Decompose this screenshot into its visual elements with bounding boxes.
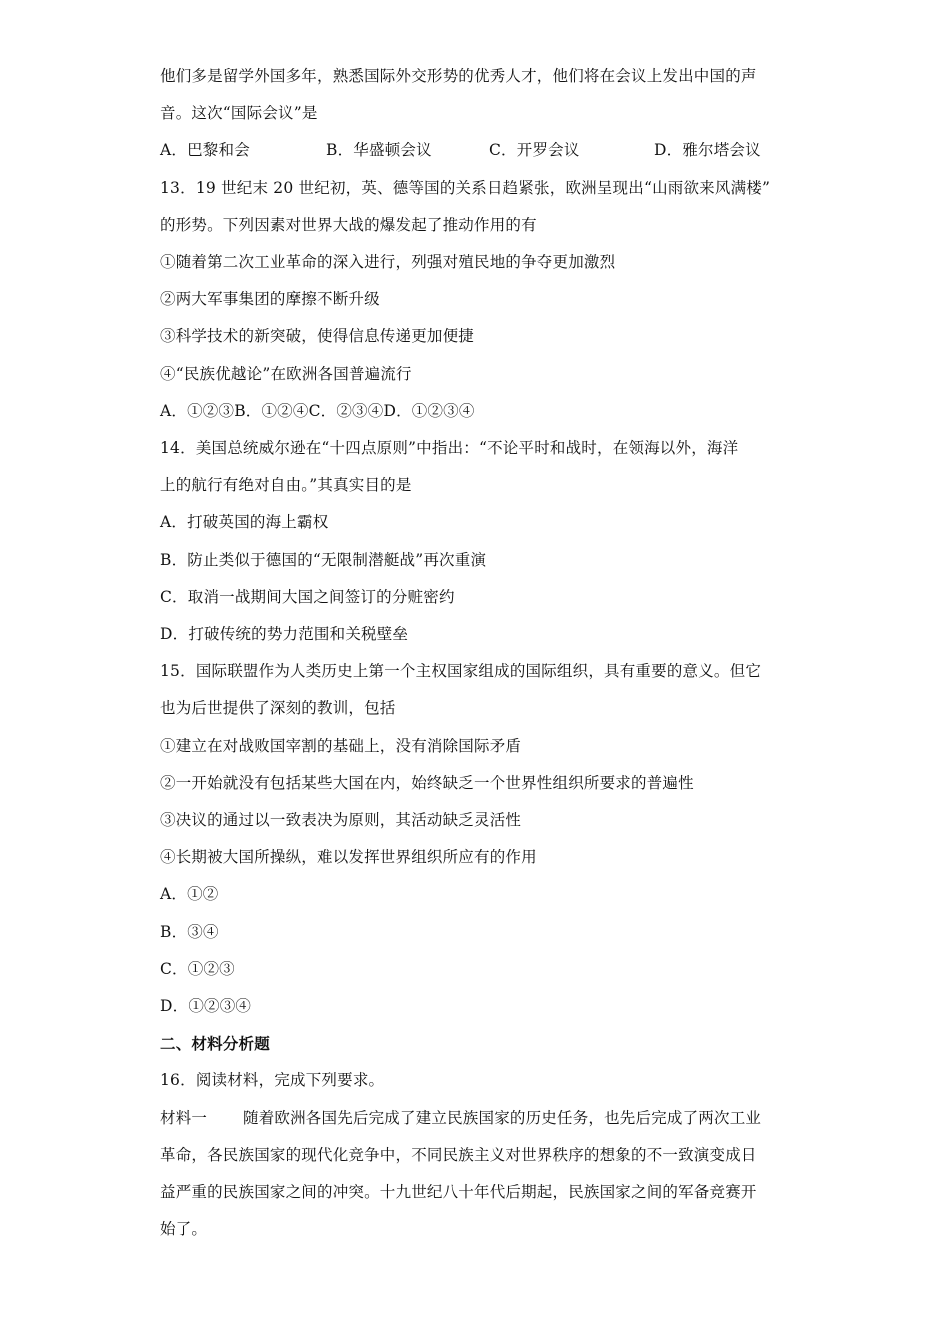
q15-stem-line: 15．国际联盟作为人类历史上第一个主权国家组成的国际组织，具有重要的意义。但它 — [160, 662, 762, 681]
q12-option-a: A．巴黎和会 — [160, 141, 250, 160]
q13-item-2: ②两大军事集团的摩擦不断升级 — [160, 290, 380, 309]
q13-item-3: ③科学技术的新突破，使得信息传递更加便捷 — [160, 327, 475, 346]
q15-item-2: ②一开始就没有包括某些大国在内，始终缺乏一个世界性组织所要求的普遍性 — [160, 773, 694, 792]
q16-material-line: 革命，各民族国家的现代化竞争中，不同民族主义对世界秩序的想象的不一致演变成日 — [160, 1145, 757, 1164]
q12-stem-line: 他们多是留学外国多年，熟悉国际外交形势的优秀人才，他们将在会议上发出中国的声 — [160, 67, 757, 85]
document-page — [160, 58, 810, 1249]
q14-option-d: D．打破传统的势力范围和关税壁垒 — [160, 625, 409, 644]
q14-option-a: A．打破英国的海上霸权 — [160, 513, 329, 532]
q16-material-line: 始了。 — [160, 1220, 208, 1239]
q16-stem: 16．阅读材料，完成下列要求。 — [160, 1071, 385, 1090]
q15-item-4: ④长期被大国所操纵，难以发挥世界组织所应有的作用 — [160, 848, 537, 867]
section-heading: 二、材料分析题 — [160, 1034, 270, 1054]
q13-options: A．①②③B．①②④C．②③④D．①②③④ — [160, 401, 475, 420]
q14-stem-line: 上的航行有绝对自由。”其真实目的是 — [160, 476, 412, 495]
q15-option-d: D．①②③④ — [160, 997, 252, 1016]
q12-options — [160, 132, 810, 169]
q12-option-d: D．雅尔塔会议 — [654, 141, 761, 160]
q14-stem-line: 14．美国总统威尔逊在“十四点原则”中指出：“不论平时和战时，在领海以外，海洋 — [160, 439, 739, 458]
material-text: 随着欧洲各国先后完成了建立民族国家的历史任务，也先后完成了两次工业 — [243, 1108, 762, 1127]
q15-item-1: ①建立在对战败国宰割的基础上，没有消除国际矛盾 — [160, 736, 522, 755]
q16-material-line: 益严重的民族国家之间的冲突。十九世纪八十年代后期起，民族国家之间的军备竞赛开 — [160, 1183, 757, 1202]
q14-option-c: C．取消一战期间大国之间签订的分赃密约 — [160, 587, 455, 606]
q16-material-line — [160, 1100, 810, 1137]
q13-stem-line: 的形势。下列因素对世界大战的爆发起了推动作用的有 — [160, 215, 537, 234]
q15-option-a: A．①② — [160, 885, 219, 904]
q14-option-b: B．防止类似于德国的“无限制潜艇战”再次重演 — [160, 550, 487, 569]
q13-stem-line: 13．19 世纪末 20 世纪初，英、德等国的关系日趋紧张，欧洲呈现出“山雨欲来风满楼” — [160, 178, 771, 197]
q15-option-b: B．③④ — [160, 922, 219, 941]
q12-stem-line: 音。这次“国际会议”是 — [160, 104, 318, 123]
q15-stem-line: 也为后世提供了深刻的教训，包括 — [160, 699, 396, 718]
q13-item-4: ④“民族优越论”在欧洲各国普遍流行 — [160, 364, 412, 383]
material-label: 材料一 — [160, 1108, 208, 1127]
q15-item-3: ③决议的通过以一致表决为原则，其活动缺乏灵活性 — [160, 811, 522, 830]
q12-option-b: B．华盛顿会议 — [326, 141, 432, 160]
q12-option-c: C．开罗会议 — [489, 141, 580, 160]
q15-option-c: C．①②③ — [160, 959, 235, 978]
q13-item-1: ①随着第二次工业革命的深入进行，列强对殖民地的争夺更加激烈 — [160, 253, 616, 272]
